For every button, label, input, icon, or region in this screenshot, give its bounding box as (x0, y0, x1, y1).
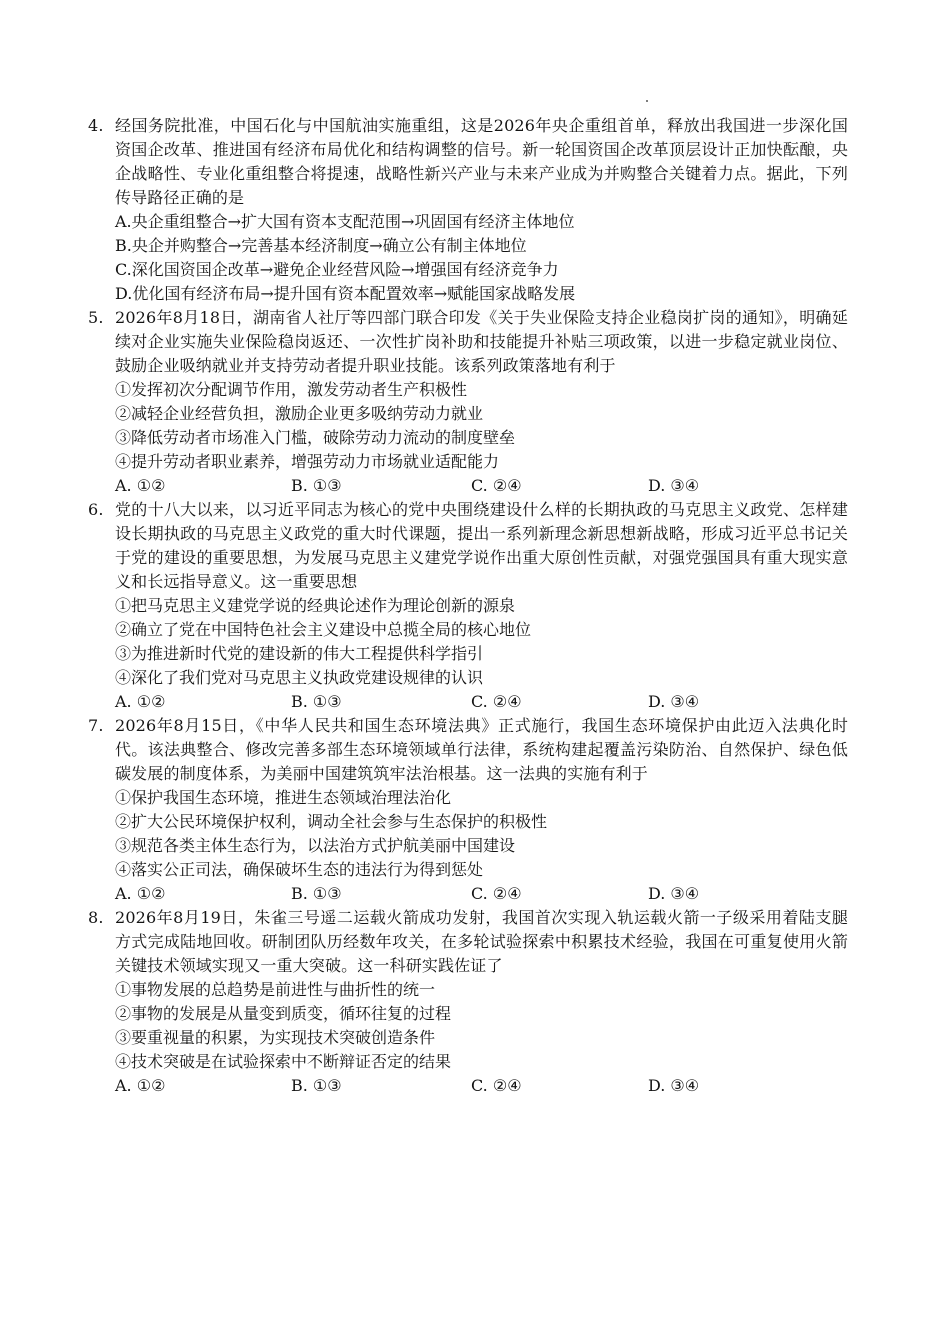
choice-c: C. ②④ (471, 1076, 522, 1095)
statement-1: ①发挥初次分配调节作用，激发劳动者生产积极性 (115, 380, 468, 399)
statement-4: ④落实公正司法，确保破坏生态的违法行为得到惩处 (115, 860, 484, 879)
question-5 (88, 306, 848, 498)
question-stem (88, 498, 848, 594)
statement-2: ②确立了党在中国特色社会主义建设中总揽全局的核心地位 (115, 620, 532, 639)
statement-1: ①把马克思主义建党学说的经典论述作为理论创新的源泉 (115, 596, 516, 615)
question-text: 经国务院批准，中国石化与中国航油实施重组，这是2026年央企重组首单，释放出我国进一步深化国资国企改革、推进国有经济布局优化和结构调整的信号。新一轮国资国企改革顶层设计正加快酝酿，央企战略性、专业化重组整合将提速，战略性新兴产业与未来产业成为并购整合关键着力点。据此，下列传导路径正确的是 (115, 116, 848, 207)
statement-3: ③降低劳动者市场准入门槛，破除劳动力流动的制度壁垒 (115, 428, 516, 447)
statement-2: ②减轻企业经营负担，激励企业更多吸纳劳动力就业 (115, 404, 484, 423)
answer-choices (88, 882, 848, 906)
statement-2: ②事物的发展是从量变到质变，循环往复的过程 (115, 1004, 452, 1023)
exam-page (88, 114, 848, 1098)
question-8 (88, 906, 848, 1098)
question-text: 2026年8月15日，《中华人民共和国生态环境法典》正式施行，我国生态环境保护由此迈入法典化时代。该法典整合、修改完善多部生态环境领域单行法律，系统构建起覆盖污染防治、自然保护、绿色低碳发展的制度体系，为美丽中国建筑筑牢法治根基。这一法典的实施有利于 (115, 716, 848, 783)
question-text: 党的十八大以来，以习近平同志为核心的党中央围绕建设什么样的长期执政的马克思主义政党、怎样建设长期执政的马克思主义政党的重大时代课题，提出一系列新理念新思想新战略，形成习近平总书记关于党的建设的重要思想，为发展马克思主义建党学说作出重大原创性贡献，对强党强国具有重大现实意义和长远指导意义。这一重要思想 (115, 500, 848, 591)
question-text: 2026年8月19日，朱雀三号遥二运载火箭成功发射，我国首次实现入轨运载火箭一子级采用着陆支腿方式完成陆地回收。研制团队历经数年攻关，在多轮试验探索中积累技术经验，我国在可重复使用火箭关键技术领域实现又一重大突破。这一科研实践佐证了 (115, 908, 848, 975)
choice-d: D. ③④ (648, 692, 700, 711)
question-6 (88, 498, 848, 714)
choice-a: A. ①② (115, 476, 166, 495)
question-stem (88, 714, 848, 786)
question-number: 6. (88, 500, 104, 519)
choice-d: D. ③④ (648, 884, 700, 903)
choice-c: C. ②④ (471, 692, 522, 711)
statement-3: ③规范各类主体生态行为，以法治方式护航美丽中国建设 (115, 836, 516, 855)
choice-b: B. ①③ (291, 1076, 342, 1095)
question-stem (88, 906, 848, 978)
statement-4: ④提升劳动者职业素养，增强劳动力市场就业适配能力 (115, 452, 500, 471)
statement-3: ③为推进新时代党的建设新的伟大工程提供科学指引 (115, 644, 484, 663)
answer-choices (88, 690, 848, 714)
question-number: 4. (88, 116, 104, 135)
choice-a: A. ①② (115, 692, 166, 711)
question-7 (88, 714, 848, 906)
choice-a: A. ①② (115, 1076, 166, 1095)
choice-c: C. ②④ (471, 884, 522, 903)
statement-1: ①事物发展的总趋势是前进性与曲折性的统一 (115, 980, 436, 999)
option-d: D.优化国有经济布局→提升国有资本配置效率→赋能国家战略发展 (115, 284, 576, 303)
statement-3: ③要重视量的积累，为实现技术突破创造条件 (115, 1028, 436, 1047)
choice-b: B. ①③ (291, 884, 342, 903)
question-stem (88, 114, 848, 210)
option-c: C.深化国资国企改革→避免企业经营风险→增强国有经济竞争力 (115, 260, 559, 279)
question-number: 8. (88, 908, 104, 927)
choice-b: B. ①③ (291, 692, 342, 711)
question-number: 7. (88, 716, 104, 735)
option-b: B.央企并购整合→完善基本经济制度→确立公有制主体地位 (115, 236, 527, 255)
scan-speck (646, 100, 648, 102)
statement-2: ②扩大公民环境保护权利，调动全社会参与生态保护的积极性 (115, 812, 548, 831)
choice-d: D. ③④ (648, 1076, 700, 1095)
question-4 (88, 114, 848, 306)
question-number: 5. (88, 308, 104, 327)
statement-4: ④技术突破是在试验探索中不断辩证否定的结果 (115, 1052, 452, 1071)
answer-choices (88, 1074, 848, 1098)
question-text: 2026年8月18日，湖南省人社厅等四部门联合印发《关于失业保险支持企业稳岗扩岗的通知》，明确延续对企业实施失业保险稳岗返还、一次性扩岗补助和技能提升补贴三项政策，以进一步稳定就业岗位、鼓励企业吸纳就业并支持劳动者提升职业技能。该系列政策落地有利于 (115, 308, 848, 375)
choice-b: B. ①③ (291, 476, 342, 495)
choice-c: C. ②④ (471, 476, 522, 495)
choice-d: D. ③④ (648, 476, 700, 495)
choice-a: A. ①② (115, 884, 166, 903)
option-a: A.央企重组整合→扩大国有资本支配范围→巩固国有经济主体地位 (115, 212, 575, 231)
answer-choices (88, 474, 848, 498)
statement-4: ④深化了我们党对马克思主义执政党建设规律的认识 (115, 668, 484, 687)
statement-1: ①保护我国生态环境，推进生态领域治理法治化 (115, 788, 452, 807)
question-stem (88, 306, 848, 378)
